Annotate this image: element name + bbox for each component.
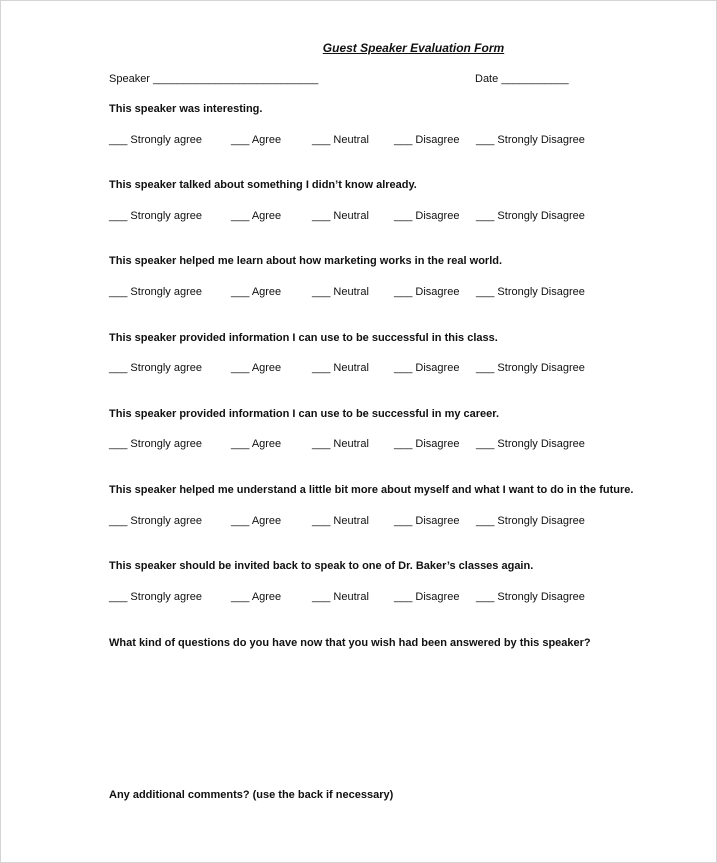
- option-agree[interactable]: ___ Agree: [231, 286, 282, 298]
- option-disagree[interactable]: ___ Disagree: [394, 515, 460, 527]
- option-neutral[interactable]: ___ Neutral: [312, 591, 369, 603]
- option-agree[interactable]: ___ Agree: [231, 438, 282, 450]
- speaker-label: Speaker: [109, 73, 150, 85]
- option-strongly-disagree[interactable]: ___ Strongly Disagree: [476, 134, 585, 146]
- open-question-additional-comments: Any additional comments? (use the back if necessary): [109, 789, 394, 801]
- rating-row-2: [109, 210, 629, 224]
- option-neutral[interactable]: ___ Neutral: [312, 515, 369, 527]
- question-1: This speaker was interesting.: [109, 103, 263, 115]
- option-disagree[interactable]: ___ Disagree: [394, 438, 460, 450]
- rating-row-4: [109, 362, 629, 376]
- rating-row-6: [109, 515, 629, 529]
- option-neutral[interactable]: ___ Neutral: [312, 362, 369, 374]
- option-strongly-agree[interactable]: ___ Strongly agree: [109, 134, 202, 146]
- option-agree[interactable]: ___ Agree: [231, 362, 282, 374]
- question-5: This speaker provided information I can use to be successful in my career.: [109, 408, 500, 420]
- open-question-wish-answered: What kind of questions do you have now that you wish had been answered by this speaker?: [109, 637, 591, 649]
- option-disagree[interactable]: ___ Disagree: [394, 362, 460, 374]
- speaker-blank[interactable]: ___________________________: [153, 73, 319, 85]
- option-strongly-agree[interactable]: ___ Strongly agree: [109, 515, 202, 527]
- option-neutral[interactable]: ___ Neutral: [312, 438, 369, 450]
- speaker-field[interactable]: [109, 73, 318, 85]
- option-disagree[interactable]: ___ Disagree: [394, 286, 460, 298]
- form-title: Guest Speaker Evaluation Form: [322, 41, 505, 55]
- date-field[interactable]: [475, 73, 569, 85]
- option-disagree[interactable]: ___ Disagree: [394, 134, 460, 146]
- option-agree[interactable]: ___ Agree: [231, 134, 282, 146]
- rating-row-5: [109, 438, 629, 452]
- rating-row-7: [109, 591, 629, 605]
- option-neutral[interactable]: ___ Neutral: [312, 286, 369, 298]
- option-strongly-disagree[interactable]: ___ Strongly Disagree: [476, 515, 585, 527]
- date-blank[interactable]: ___________: [501, 73, 569, 85]
- option-neutral[interactable]: ___ Neutral: [312, 210, 369, 222]
- date-label: Date: [475, 73, 499, 85]
- option-strongly-agree[interactable]: ___ Strongly agree: [109, 591, 202, 603]
- question-3: This speaker helped me learn about how marketing works in the real world.: [109, 255, 503, 267]
- option-disagree[interactable]: ___ Disagree: [394, 210, 460, 222]
- option-strongly-disagree[interactable]: ___ Strongly Disagree: [476, 591, 585, 603]
- question-4: This speaker provided information I can use to be successful in this class.: [109, 332, 498, 344]
- question-7: This speaker should be invited back to speak to one of Dr. Baker’s classes again.: [109, 560, 534, 572]
- option-agree[interactable]: ___ Agree: [231, 591, 282, 603]
- option-strongly-disagree[interactable]: ___ Strongly Disagree: [476, 286, 585, 298]
- question-2: This speaker talked about something I didn’t know already.: [109, 179, 417, 191]
- option-strongly-agree[interactable]: ___ Strongly agree: [109, 362, 202, 374]
- option-agree[interactable]: ___ Agree: [231, 210, 282, 222]
- option-agree[interactable]: ___ Agree: [231, 515, 282, 527]
- option-strongly-disagree[interactable]: ___ Strongly Disagree: [476, 438, 585, 450]
- option-disagree[interactable]: ___ Disagree: [394, 591, 460, 603]
- question-6: This speaker helped me understand a little bit more about myself and what I want to do in the future.: [109, 484, 634, 496]
- rating-row-1: [109, 134, 629, 148]
- option-strongly-disagree[interactable]: ___ Strongly Disagree: [476, 210, 585, 222]
- rating-row-3: [109, 286, 629, 300]
- option-strongly-agree[interactable]: ___ Strongly agree: [109, 286, 202, 298]
- option-strongly-disagree[interactable]: ___ Strongly Disagree: [476, 362, 585, 374]
- option-strongly-agree[interactable]: ___ Strongly agree: [109, 438, 202, 450]
- option-strongly-agree[interactable]: ___ Strongly agree: [109, 210, 202, 222]
- option-neutral[interactable]: ___ Neutral: [312, 134, 369, 146]
